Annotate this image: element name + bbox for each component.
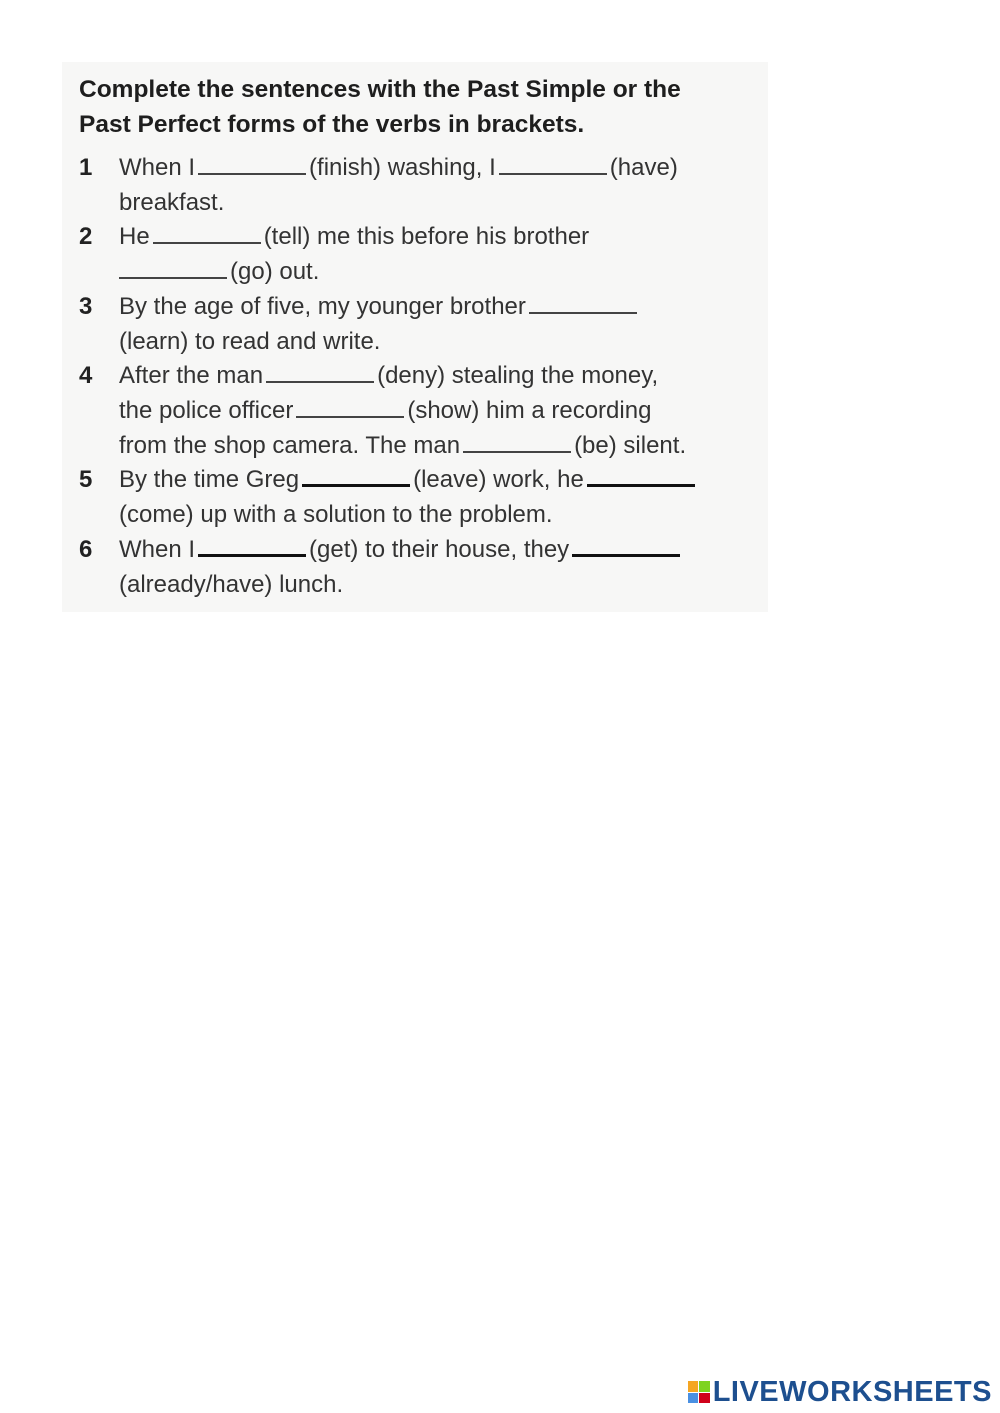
item-line: [119, 150, 678, 185]
item-line: [119, 358, 658, 393]
liveworksheets-brand: [688, 1377, 992, 1407]
item-number: 2: [79, 223, 93, 250]
item-line: [119, 393, 651, 428]
item-text: After the man: [119, 362, 264, 389]
item-text: (leave) work, he: [413, 466, 584, 493]
item-text: When I: [119, 536, 196, 563]
answer-blank[interactable]: [572, 534, 680, 557]
answer-blank[interactable]: [529, 292, 637, 314]
answer-blank[interactable]: [198, 153, 306, 175]
answer-blank[interactable]: [266, 361, 374, 383]
instructions: [79, 72, 759, 142]
answer-blank[interactable]: [153, 222, 261, 244]
item-line: [119, 185, 224, 220]
item-text: By the age of five, my younger brother: [119, 293, 526, 320]
item-text: He: [119, 223, 150, 250]
instructions-line-2: Past Perfect forms of the verbs in brackets.: [79, 111, 585, 138]
item-text: (come) up with a solution to the problem.: [119, 501, 553, 528]
item-number: 5: [79, 466, 93, 493]
item-text: (already/have) lunch.: [119, 571, 344, 598]
answer-blank[interactable]: [587, 464, 695, 487]
liveworksheets-logo-icon: [688, 1381, 710, 1403]
item-text: (get) to their house, they: [309, 536, 570, 563]
item-line: [119, 428, 686, 463]
answer-blank[interactable]: [198, 534, 306, 557]
item-text: When I: [119, 154, 196, 181]
answer-blank[interactable]: [463, 431, 571, 453]
item-number: 6: [79, 536, 93, 563]
item-text: the police officer: [119, 397, 294, 424]
item-line: [119, 289, 640, 324]
item-text: (show) him a recording: [407, 397, 652, 424]
item-text: from the shop camera. The man: [119, 432, 461, 459]
item-text: By the time Greg: [119, 466, 300, 493]
item-number: 3: [79, 293, 93, 320]
item-line: [119, 497, 553, 532]
item-line: [119, 462, 698, 497]
item-text: (be) silent.: [574, 432, 687, 459]
item-line: [119, 532, 683, 567]
item-text: (deny) stealing the money,: [377, 362, 659, 389]
instructions-line-1: Complete the sentences with the Past Simple or the: [79, 76, 681, 103]
item-line: [119, 219, 589, 254]
item-line: [119, 567, 343, 602]
item-text: (have): [609, 154, 678, 181]
answer-blank[interactable]: [119, 257, 227, 279]
item-text: (tell) me this before his brother: [263, 223, 590, 250]
answer-blank[interactable]: [302, 464, 410, 487]
answer-blank[interactable]: [296, 396, 404, 418]
item-text: (learn) to read and write.: [119, 328, 381, 355]
item-text: (finish) washing, I: [309, 154, 496, 181]
brand-text: LIVEWORKSHEETS: [712, 1375, 992, 1408]
item-number: 1: [79, 154, 93, 181]
item-text: (go) out.: [230, 258, 320, 285]
item-line: [119, 324, 380, 359]
item-line: [119, 254, 319, 289]
item-number: 4: [79, 362, 93, 389]
item-text: breakfast.: [119, 189, 225, 216]
answer-blank[interactable]: [499, 153, 607, 175]
